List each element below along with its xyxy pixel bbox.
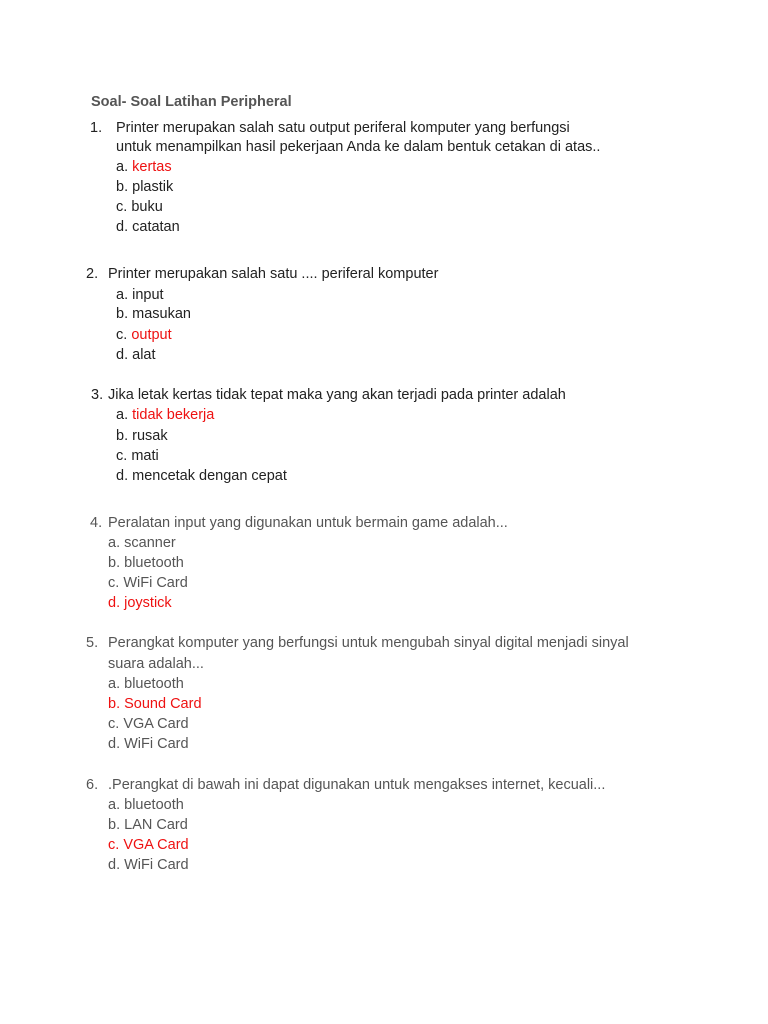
option-letter: c. bbox=[108, 716, 120, 732]
option-letter: b. bbox=[116, 428, 129, 444]
option-a bbox=[116, 157, 172, 177]
option-text-correct: Sound Card bbox=[124, 696, 202, 712]
option-c bbox=[116, 325, 172, 345]
question-text-line: Perangkat komputer yang berfungsi untuk mengubah sinyal digital menjadi sinyal bbox=[108, 635, 629, 651]
question-text-line: Peralatan input yang digunakan untuk bermain game adalah... bbox=[108, 515, 508, 531]
question-text-line: .Perangkat di bawah ini dapat digunakan untuk mengakses internet, kecuali... bbox=[108, 777, 606, 793]
option-text: catatan bbox=[132, 219, 180, 235]
option-letter: a. bbox=[108, 676, 121, 692]
option-text: WiFi Card bbox=[124, 736, 189, 752]
question-number: 2. bbox=[86, 266, 99, 282]
option-letter: d. bbox=[108, 595, 121, 611]
option-text: WiFi Card bbox=[123, 575, 188, 591]
option-text: bluetooth bbox=[124, 555, 184, 571]
option-text: LAN Card bbox=[124, 817, 188, 833]
option-letter: a. bbox=[108, 797, 121, 813]
option-text: bluetooth bbox=[124, 676, 184, 692]
option-text-correct: tidak bekerja bbox=[132, 407, 215, 423]
option-letter: c. bbox=[116, 448, 128, 464]
option-a bbox=[108, 795, 184, 815]
option-c bbox=[116, 446, 159, 466]
option-letter: d. bbox=[108, 857, 121, 873]
option-d bbox=[108, 734, 189, 754]
option-letter: a. bbox=[108, 535, 121, 551]
option-text: bluetooth bbox=[124, 797, 184, 813]
option-letter: d. bbox=[116, 347, 129, 363]
option-text: WiFi Card bbox=[124, 857, 189, 873]
option-d bbox=[116, 217, 180, 237]
question-number: 4. bbox=[90, 515, 103, 531]
option-b bbox=[108, 815, 188, 835]
option-text: mati bbox=[131, 448, 159, 464]
option-a bbox=[116, 285, 164, 305]
option-text-correct: output bbox=[131, 327, 172, 343]
option-letter: b. bbox=[108, 817, 121, 833]
option-letter: c. bbox=[108, 575, 120, 591]
option-text: scanner bbox=[124, 535, 176, 551]
question-number: 6. bbox=[86, 777, 99, 793]
option-c bbox=[116, 197, 163, 217]
option-text: alat bbox=[132, 347, 156, 363]
option-text-correct: joystick bbox=[124, 595, 172, 611]
option-text: rusak bbox=[132, 428, 168, 444]
question-number: 5. bbox=[86, 635, 99, 651]
option-text: buku bbox=[131, 199, 163, 215]
option-letter: d. bbox=[116, 468, 129, 484]
option-text-correct: VGA Card bbox=[123, 837, 189, 853]
option-a bbox=[108, 533, 176, 553]
option-text: input bbox=[132, 287, 164, 303]
option-letter: b. bbox=[116, 179, 129, 195]
question-text-line: Printer merupakan salah satu output periferal komputer yang berfungsi bbox=[116, 120, 570, 136]
option-b bbox=[116, 304, 191, 324]
option-a bbox=[108, 674, 184, 694]
question-text-line: Jika letak kertas tidak tepat maka yang akan terjadi pada printer adalah bbox=[108, 387, 566, 403]
option-d bbox=[108, 593, 172, 613]
question-number: 1. bbox=[90, 120, 103, 136]
option-text-correct: kertas bbox=[132, 159, 172, 175]
option-letter: a. bbox=[116, 407, 129, 423]
option-text: plastik bbox=[132, 179, 174, 195]
option-letter: b. bbox=[108, 555, 121, 571]
option-letter: d. bbox=[116, 219, 129, 235]
question-text-line: suara adalah... bbox=[108, 656, 204, 672]
option-text: masukan bbox=[132, 306, 191, 322]
option-d bbox=[116, 466, 287, 486]
option-letter: a. bbox=[116, 287, 129, 303]
option-c bbox=[108, 835, 189, 855]
option-letter: b. bbox=[108, 696, 121, 712]
option-b bbox=[108, 553, 184, 573]
option-letter: b. bbox=[116, 306, 129, 322]
option-c bbox=[108, 714, 189, 734]
option-b bbox=[116, 426, 168, 446]
question-text-line: Printer merupakan salah satu .... periferal komputer bbox=[108, 266, 439, 282]
question-text-line: untuk menampilkan hasil pekerjaan Anda ke dalam bentuk cetakan di atas.. bbox=[116, 139, 601, 155]
option-letter: a. bbox=[116, 159, 129, 175]
question-number: 3. bbox=[91, 387, 104, 403]
option-letter: d. bbox=[108, 736, 121, 752]
option-b bbox=[116, 177, 173, 197]
page-title: Soal- Soal Latihan Peripheral bbox=[91, 94, 292, 110]
option-letter: c. bbox=[108, 837, 120, 853]
option-d bbox=[108, 855, 189, 875]
option-letter: c. bbox=[116, 199, 128, 215]
option-c bbox=[108, 573, 188, 593]
option-d bbox=[116, 345, 156, 365]
option-text: VGA Card bbox=[123, 716, 189, 732]
option-text: mencetak dengan cepat bbox=[132, 468, 287, 484]
option-letter: c. bbox=[116, 327, 128, 343]
option-a bbox=[116, 405, 214, 425]
option-b bbox=[108, 694, 202, 714]
